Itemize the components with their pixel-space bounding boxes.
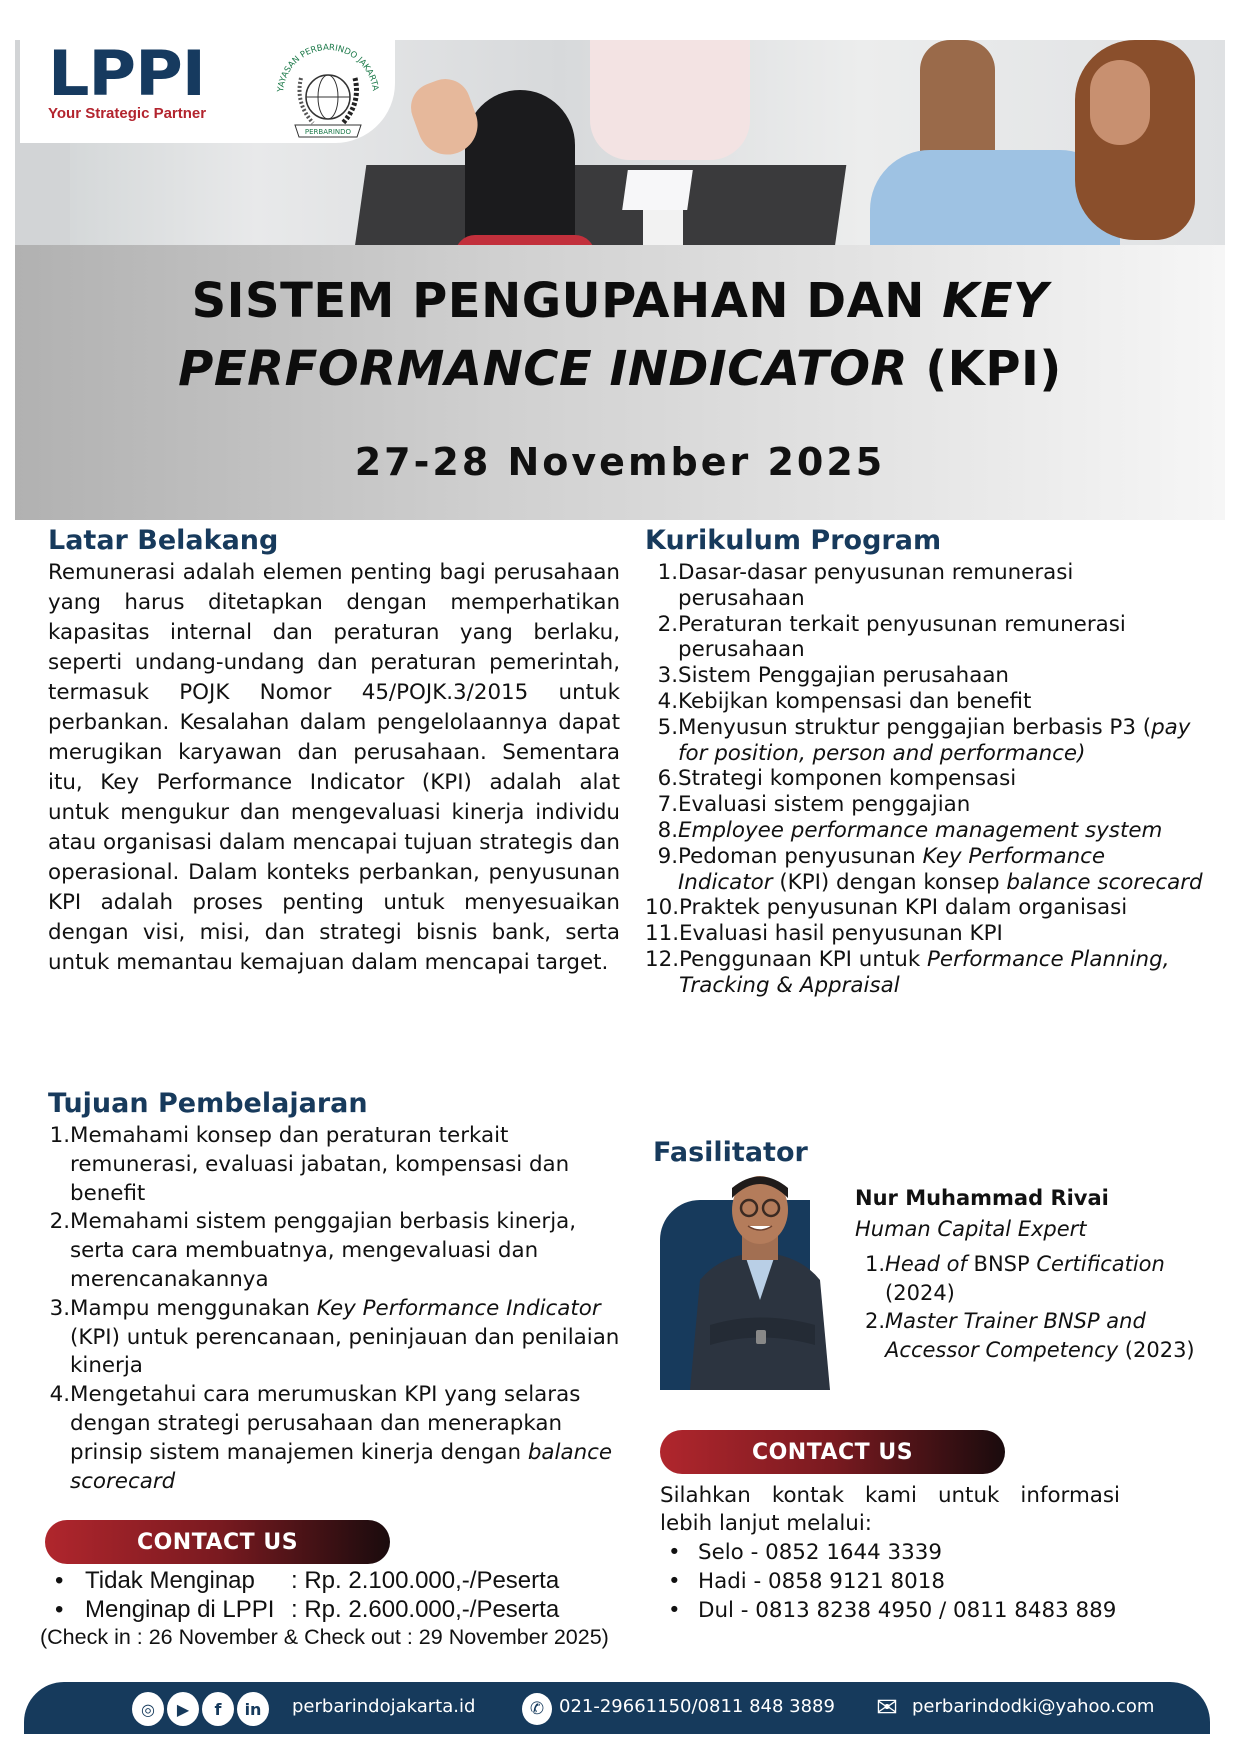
facebook-icon[interactable]: f — [202, 1692, 234, 1726]
contact-item[interactable]: • Selo - 0852 1644 3339 — [668, 1540, 942, 1565]
facilitator-role: Human Capital Expert — [855, 1217, 1087, 1241]
price-list — [55, 1566, 559, 1624]
list-item: 8. Employee performance management system — [657, 817, 1163, 843]
footer-phone[interactable]: 021-29661150/0811 848 3889 — [559, 1696, 835, 1717]
list-item: 10. Praktek penyusunan KPI dalam organisasi — [645, 895, 1128, 921]
page-title-line-1: SISTEM PENGUPAHAN DAN KEY — [191, 273, 1049, 329]
page-title-line-2: PERFORMANCE INDICATOR (KPI) — [178, 341, 1062, 397]
list-item: 1. Dasar-dasar penyusunan remunerasi perusahaan — [657, 560, 1074, 611]
list-item: 12. Penggunaan KPI untuk Performance Planning, Tracking & Appraisal — [645, 946, 1170, 998]
phone-icon: ✆ — [522, 1693, 552, 1725]
social-icons — [132, 1692, 269, 1726]
list-item: 7. Evaluasi sistem penggajian — [657, 792, 971, 818]
checkin-note: (Check in : 26 November & Check out : 29 November 2025) — [40, 1625, 609, 1649]
list-item: 3. Sistem Penggajian perusahaan — [657, 663, 1009, 689]
contact-us-button-2[interactable]: CONTACT US — [660, 1430, 1005, 1474]
price-item: • Menginap di LPPI : Rp. 2.600.000,-/Peserta — [55, 1596, 560, 1623]
meeting-table — [354, 165, 847, 245]
footer-bar — [24, 1682, 1210, 1734]
event-date: 27-28 November 2025 — [354, 440, 886, 484]
logo-header — [20, 33, 395, 143]
list-item: 2. Master Trainer BNSP and Accessor Competency (2023) — [865, 1309, 1195, 1362]
list-item: 4. Mengetahui cara merumuskan KPI yang selaras dengan strategi perusahaan dan menerapkan prinsip sistem manajemen kinerja dengan balance scorecard — [49, 1382, 613, 1494]
contact-item[interactable]: • Hadi - 0858 9121 8018 — [668, 1569, 945, 1594]
website-link[interactable]: perbarindojakarta.id — [292, 1696, 476, 1717]
lppi-logo: LPPI — [48, 37, 205, 110]
footer-email[interactable]: perbarindodki@yahoo.com — [912, 1696, 1155, 1717]
section-heading-fasilitator: Fasilitator — [653, 1137, 808, 1168]
list-item: 3. Mampu menggunakan Key Performance Indicator (KPI) untuk perencanaan, peninjauan dan penilaian kinerja — [49, 1295, 620, 1379]
list-item: 4. Kebijkan kompensasi dan benefit — [657, 688, 1032, 714]
list-item: 2. Peraturan terkait penyusunan remunerasi perusahaan — [657, 611, 1126, 663]
facilitator-credentials — [865, 1250, 1225, 1364]
instagram-icon[interactable]: ◎ — [132, 1692, 164, 1726]
list-item: 1. Head of BNSP Certification (2024) — [865, 1252, 1165, 1305]
contact-us-button[interactable]: CONTACT US — [45, 1520, 390, 1564]
svg-text:YAYASAN PERBARINDO JAKARTA: YAYASAN PERBARINDO JAKARTA — [276, 42, 380, 93]
list-item: 6. Strategi komponen kompensasi — [657, 766, 1017, 792]
lppi-tagline: Your Strategic Partner — [48, 105, 207, 122]
section-heading-kurikulum: Kurikulum Program — [645, 525, 942, 556]
list-item: 9. Pedoman penyusunan Key Performance Indicator (KPI) dengan konsep balance scorecard — [657, 843, 1203, 895]
contact-intro: Silahkan kontak kami untuk informasi lebih lanjut melalui: — [660, 1483, 1120, 1536]
youtube-icon[interactable]: ▶ — [167, 1692, 199, 1726]
section-heading-tujuan: Tujuan Pembelajaran — [48, 1088, 368, 1119]
facilitator-name: Nur Muhammad Rivai — [855, 1186, 1109, 1210]
perbarindo-logo-icon — [265, 33, 385, 143]
svg-text:PERBARINDO: PERBARINDO — [304, 128, 352, 136]
contact-list — [668, 1538, 1116, 1625]
linkedin-icon[interactable]: in — [237, 1692, 269, 1726]
price-item: • Tidak Menginap : Rp. 2.100.000,-/Peserta — [55, 1567, 560, 1594]
list-item: 11. Evaluasi hasil penyusunan KPI — [645, 921, 1003, 947]
tujuan-list — [48, 1122, 628, 1496]
email-icon: ✉ — [876, 1693, 898, 1723]
list-item: 2. Memahami sistem penggajian berbasis kinerja, serta cara membuatnya, mengevaluasi dan merencanakannya — [49, 1209, 577, 1292]
list-item: 5. Menyusun struktur penggajian berbasis P3 (pay for position, person and performance) — [657, 714, 1191, 766]
list-item: 1. Memahami konsep dan peraturan terkait remunerasi, evaluasi jabatan, kompensasi dan benefit — [49, 1123, 570, 1206]
section-heading-latar-belakang: Latar Belakang — [48, 525, 279, 556]
latar-belakang-body: Remunerasi adalah elemen penting bagi perusahaan yang harus ditetapkan dengan memperhatikan kapasitas internal dan peraturan yang berlaku, seperti undang-undang dan peraturan pemerintah, termasuk POJK Nomor 45/POJK.3/2015 untuk perbankan. Kesalahan dalam pengelolaannya dapat merugikan karyawan dan perusahaan. Sementara itu, Key Performance Indicator (KPI) adalah alat untuk mengukur dan mengevaluasi kinerja individu atau organisasi dalam mencapai tujuan strategis dan operasional. Dalam konteks perbankan, penyusunan KPI adalah proses penting untuk menyesuaikan dengan visi, misi, dan strategi bisnis bank, serta untuk memantau kemajuan dalam mencapai target. — [48, 560, 620, 975]
kurikulum-list — [645, 560, 1205, 999]
facilitator-photo — [680, 1160, 840, 1390]
contact-item[interactable]: • Dul - 0813 8238 4950 / 0811 8483 889 — [668, 1598, 1117, 1623]
title-banner — [15, 245, 1225, 520]
